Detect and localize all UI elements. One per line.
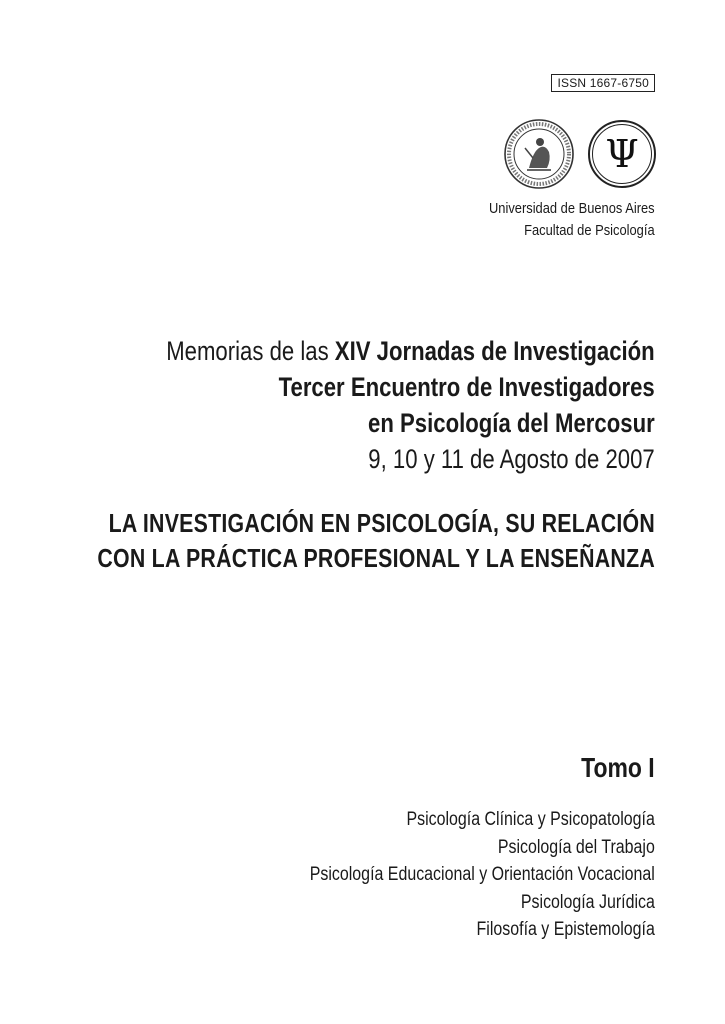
topic-item: Psicología Clínica y Psicopatología xyxy=(406,809,655,830)
topic-item: Psicología Jurídica xyxy=(521,891,655,913)
logos xyxy=(503,118,657,190)
topic-item: Psicología del Trabajo xyxy=(497,836,655,858)
event-heading xyxy=(59,333,655,477)
topics-list xyxy=(244,806,655,944)
event-line-1 xyxy=(167,333,655,369)
topic-item: Psicología Educacional y Orientación Vocacional xyxy=(309,864,655,885)
main-title-line-2: CON LA PRÁCTICA PROFESIONAL Y LA ENSEÑANZA xyxy=(97,543,655,573)
volume-text: Tomo I xyxy=(581,752,655,783)
event-line-3: en Psicología del Mercosur xyxy=(368,408,655,438)
issn-box xyxy=(551,74,655,92)
volume-label xyxy=(565,752,655,784)
main-title xyxy=(0,506,655,576)
event-line-2: Tercer Encuentro de Investigadores xyxy=(278,372,655,402)
faculty-name: Facultad de Psicología xyxy=(524,222,655,239)
university-name: Universidad de Buenos Aires xyxy=(489,200,655,217)
event-prefix: Memorias de las xyxy=(166,336,336,366)
main-title-line-1: LA INVESTIGACIÓN EN PSICOLOGÍA, SU RELACIÓN xyxy=(108,508,655,538)
event-name: XIV Jornadas de Investigación xyxy=(335,336,655,366)
affiliation xyxy=(462,198,655,242)
psi-glyph: Ψ xyxy=(605,132,639,176)
psi-symbol-icon xyxy=(587,119,657,189)
issn-text: ISSN 1667-6750 xyxy=(557,76,649,90)
event-dates: 9, 10 y 11 de Agosto de 2007 xyxy=(368,444,655,474)
uba-seal-icon xyxy=(503,118,575,190)
topic-item: Filosofía y Epistemología xyxy=(476,919,655,940)
